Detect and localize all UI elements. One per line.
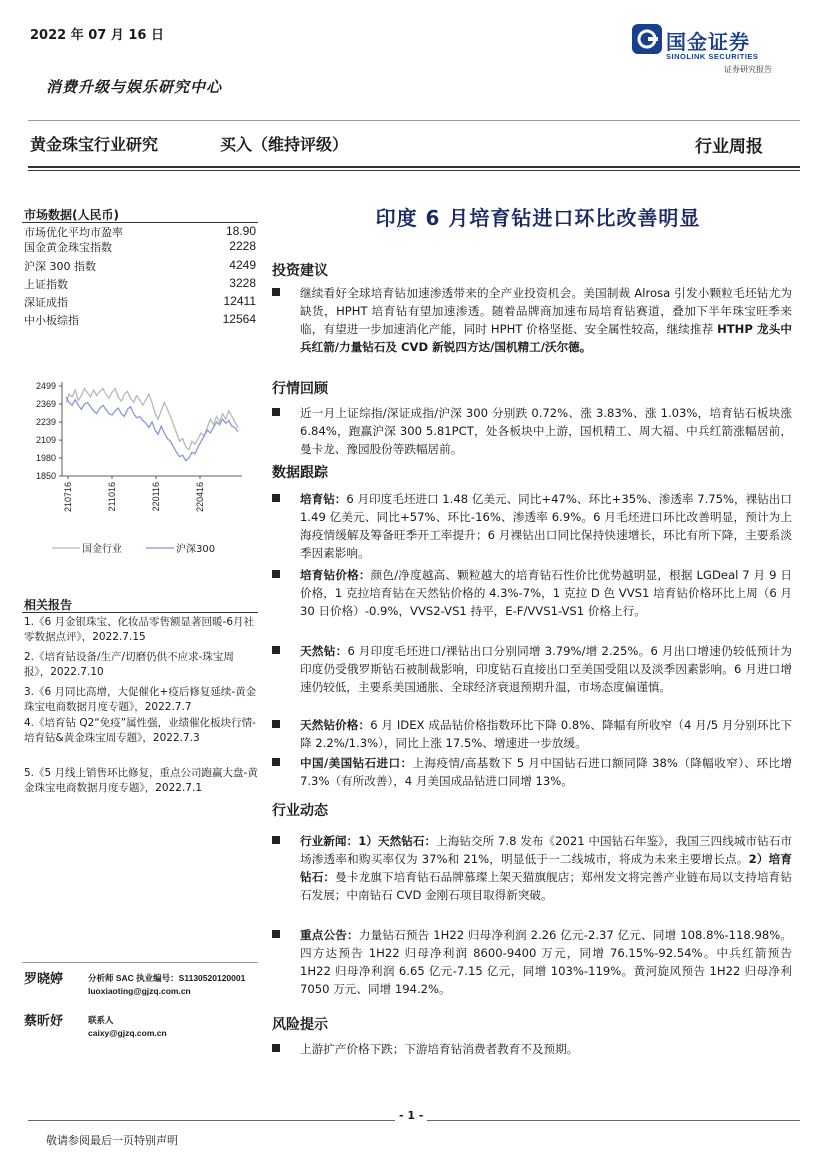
paragraph-key: 培育钻价格： bbox=[300, 568, 371, 582]
x-tick-label: 211016 bbox=[107, 482, 117, 512]
market-row bbox=[24, 239, 256, 255]
section-investment-advice: 投资建议 bbox=[272, 263, 328, 279]
rating-label: 买入（维持评级） bbox=[220, 135, 349, 154]
analyst-email[interactable]: luoxiaoting@gjzq.com.cn bbox=[88, 986, 191, 996]
market-row bbox=[24, 312, 256, 328]
series-line bbox=[66, 397, 238, 461]
analyst-email[interactable]: caixy@gjzq.com.cn bbox=[88, 1028, 167, 1038]
market-data-rule bbox=[22, 222, 258, 223]
market-row-label: 上证指数 bbox=[24, 278, 68, 291]
y-tick-label: 1850 bbox=[35, 471, 56, 481]
paragraph-text: 力量钻石预告 1H22 归母净利润 2.26 亿元-2.37 亿元、同增 108.8%-118.98%。四方达预告 1H22 归母净利润 8600-9400 万元，同增 76.15%-92.54%。中兵红箭预告 1H22 归母净利润 6.65 亿元-7.15 亿元，同增 103%-119%。黄河旋风预告 1H22 归母净利 7050 万元、同增 194.2%。 bbox=[300, 928, 792, 996]
analyst-cert: 分析师 SAC 执业编号：S1130520120001 bbox=[88, 973, 246, 983]
market-row bbox=[24, 224, 256, 240]
paragraph-text: 曼卡龙旗下培育钻石品牌慕璨上架天猫旗舰店；郑州发文将完善产业链布局以支持培育钻石发展；中南钻石 CVD 金刚石项目取得新突破。 bbox=[300, 870, 792, 902]
bullet-paragraph bbox=[272, 832, 792, 904]
paragraph-text: 近一月上证综指/深证成指/沪深 300 分别跌 0.72%、涨 3.83%、涨 1.03%，培育钻石板块涨 6.84%，跑赢沪深 300 5.81PCT，处各板块中上游，国机精工、周大福、中兵红箭涨幅居前，曼卡龙、豫园股份等跌幅居前。 bbox=[300, 406, 792, 456]
x-tick-label: 220116 bbox=[151, 482, 161, 512]
market-row-label: 深证成指 bbox=[24, 296, 68, 309]
bullet-icon bbox=[272, 288, 280, 296]
related-report-item[interactable]: 4.《培育钻 Q2“免疫”属性强，业绩催化板块行情-培育钻&黄金珠宝周专题》，2022.7.3 bbox=[24, 717, 256, 744]
industry-title: 黄金珠宝行业研究 bbox=[30, 135, 159, 154]
bullet-paragraph bbox=[272, 926, 792, 998]
sinolink-logo bbox=[632, 24, 802, 80]
bullet-icon bbox=[272, 408, 280, 416]
paragraph-key: 中国/美国钻石进口： bbox=[300, 756, 413, 770]
analyst-name: 蔡昕妤 bbox=[24, 1014, 64, 1029]
bullet-paragraph bbox=[272, 404, 792, 458]
research-center: 消费升级与娱乐研究中心 bbox=[46, 78, 223, 96]
bullet-paragraph bbox=[272, 716, 792, 752]
related-report-item[interactable]: 5.《5 月线上销售环比修复，重点公司跑赢大盘-黄金珠宝电商数据月度专题》，2022.7.1 bbox=[24, 767, 258, 794]
paragraph-key: 天然钻： bbox=[300, 644, 348, 658]
y-tick-label: 2109 bbox=[35, 435, 56, 446]
paragraph-bold-text: HTHP 龙头中兵红箭/力量钻石及 CVD 新锐四方达/国机精工/沃尔德。 bbox=[300, 322, 792, 354]
section-data-tracking: 数据跟踪 bbox=[272, 465, 328, 481]
paragraph-key: 培育钻： bbox=[300, 492, 347, 506]
legend-label: 沪深300 bbox=[176, 544, 216, 555]
logo-en-text: SINOLINK SECURITIES bbox=[666, 52, 759, 61]
report-date: 2022 年 07 月 16 日 bbox=[30, 28, 164, 43]
header-rule bbox=[28, 120, 800, 121]
analyst-info bbox=[88, 1014, 167, 1040]
market-row bbox=[24, 258, 256, 274]
y-tick-label: 2499 bbox=[35, 381, 56, 391]
market-row-label: 中小板综指 bbox=[24, 314, 79, 327]
bullet-paragraph bbox=[272, 642, 792, 696]
paragraph-key: 重点公告： bbox=[300, 928, 359, 942]
related-report-item[interactable]: 2.《培育钻设备/生产/切磨仍供不应求-珠宝周报》，2022.7.10 bbox=[24, 651, 234, 678]
related-reports-title: 相关报告 bbox=[24, 598, 73, 612]
market-row bbox=[24, 276, 256, 292]
page-number: - 1 - bbox=[395, 1109, 427, 1122]
market-row-value: 12564 bbox=[222, 312, 256, 326]
report-type: 行业周报 bbox=[695, 137, 763, 157]
index-line-chart bbox=[20, 372, 260, 572]
market-row-value: 3228 bbox=[229, 276, 256, 290]
bullet-icon bbox=[272, 494, 280, 502]
paragraph-text: 上海钻交所 7.8 发布《2021 中国钻石年鉴》，我国三四线城市钻石市场渗透率和购买率仅为 37%和 21%，明显低于一二线城市，将成为未来主要增长点。 bbox=[300, 834, 792, 866]
analyst-role: 联系人 bbox=[88, 1015, 114, 1025]
report-title: 印度 6 月培育钻进口环比改善明显 bbox=[375, 206, 701, 230]
y-tick-label: 1980 bbox=[35, 452, 56, 463]
section-risk: 风险提示 bbox=[272, 1017, 328, 1033]
paragraph-text: 6 月印度毛坯进口 1.48 亿美元、同比+47%、环比+35%、渗透率 7.75%，裸钻出口 1.49 亿美元、同比+57%、环比-16%、渗透率 6.9%。6 月毛坯进口环比改善明显，预计为上海疫情缓解及筹备旺季开工率提升；6 月裸钻出口同比保持快速增长，环比有所下降，主要系淡季因素影响。 bbox=[300, 492, 792, 560]
section-market-review: 行情回顾 bbox=[272, 381, 328, 397]
market-data-title: 市场数据(人民币) bbox=[24, 208, 119, 222]
bullet-icon bbox=[272, 1044, 280, 1052]
market-row bbox=[24, 294, 256, 310]
x-tick-label: 210716 bbox=[63, 482, 73, 513]
bullet-icon bbox=[272, 646, 280, 654]
bullet-paragraph bbox=[272, 566, 792, 620]
market-row-label: 沪深 300 指数 bbox=[24, 260, 96, 273]
paragraph-text: 继续看好全球培育钻加速渗透带来的全产业投资机会。美国制裁 Alrosa 引发小颗粒毛坯钻尤为缺货，HPHT 培育钻有望加速渗透。随着品牌商加速布局培育钻赛道，叠加下半年珠宝旺季来临，有望进一步加速消化产能，同时 HPHT 价格坚挺、安全属性较高，继续推荐 bbox=[300, 286, 792, 336]
paragraph-text: 6 月 IDEX 成品钻价格指数环比下降 0.8%、降幅有所收窄（4 月/5 月分别环比下降 2.2%/1.3%），同比上涨 17.5%、增速进一步放缓。 bbox=[300, 718, 792, 750]
header-rule-thin bbox=[28, 170, 800, 171]
bullet-icon bbox=[272, 758, 280, 766]
related-report-item[interactable]: 1.《6 月金银珠宝、化妆品零售额显著回暖-6月社零数据点评》，2022.7.15 bbox=[24, 616, 255, 643]
related-reports-rule bbox=[22, 612, 258, 613]
paragraph-text: 6 月印度毛坯进口/裸钻出口分别同增 3.79%/增 2.25%。6 月出口增速仍较低预计为印度仍受俄罗斯钻石被制裁影响，印度钻石直接出口至美国受阻以及淡季因素影响。6 月进口增速仍较低，主要系美国通胀、全球经济衰退预期升温，市场态度偏谨慎。 bbox=[300, 644, 792, 694]
bullet-paragraph bbox=[272, 1040, 792, 1058]
bullet-icon bbox=[272, 570, 280, 578]
section-industry-news: 行业动态 bbox=[272, 803, 328, 819]
header-rule-thick bbox=[28, 166, 800, 168]
bullet-paragraph bbox=[272, 284, 792, 356]
paragraph-text: 上游扩产价格下跌；下游培育钻消费者教育不及预期。 bbox=[300, 1042, 579, 1056]
logo-cn-text: 国金证券 bbox=[666, 30, 750, 54]
analyst-info bbox=[88, 972, 245, 998]
footer-disclaimer: 敬请参阅最后一页特别声明 bbox=[46, 1134, 178, 1147]
market-row-value: 2228 bbox=[229, 239, 256, 253]
paragraph-key: 2）培育钻石： bbox=[300, 852, 792, 884]
paragraph-text: 颜色/净度越高、颗粒越大的培育钻石性价比优势越明显，根据 LGDeal 7 月 9 日价格，1 克拉培育钻在天然钻价格的 4.3%-7%，1 克拉 D 色 VVS1 培育钻价格环比上周（6 月 30 日价格）-0.9%，VVS2-VS1 持平，E-F/VVS1-VS1 价格上行。 bbox=[300, 568, 792, 618]
market-row-value: 12411 bbox=[223, 294, 256, 308]
bullet-paragraph bbox=[272, 490, 792, 562]
sinolink-logo-icon bbox=[632, 24, 662, 54]
analyst-rule bbox=[22, 962, 258, 963]
related-report-item[interactable]: 3.《6 月同比高增，大促催化+疫后修复延续-黄金珠宝电商数据月度专题》，2022.7.7 bbox=[24, 686, 257, 713]
market-row-label: 国金黄金珠宝指数 bbox=[24, 241, 112, 254]
analyst-name: 罗晓婷 bbox=[24, 972, 64, 987]
bullet-icon bbox=[272, 720, 280, 728]
series-line bbox=[66, 389, 238, 450]
market-row-value: 18.90 bbox=[225, 224, 256, 238]
legend-label: 国金行业 bbox=[82, 544, 122, 555]
paragraph-key: 天然钻价格： bbox=[300, 718, 371, 732]
market-row-value: 4249 bbox=[229, 258, 256, 272]
y-tick-label: 2239 bbox=[35, 417, 56, 428]
bullet-icon bbox=[272, 930, 280, 938]
paragraph-key: 行业新闻：1）天然钻石： bbox=[300, 834, 437, 848]
y-tick-label: 2369 bbox=[35, 399, 56, 410]
bullet-icon bbox=[272, 836, 280, 844]
x-tick-label: 220416 bbox=[195, 482, 205, 513]
bullet-paragraph bbox=[272, 754, 792, 790]
paragraph-text: 上海疫情/高基数下 5 月中国钻石进口额同降 38%（降幅收窄）、环比增 7.3%（有所改善），4 月美国成品钻进口同增 13%。 bbox=[300, 756, 792, 788]
market-row-label: 市场优化平均市盈率 bbox=[24, 226, 123, 239]
logo-subtitle: 证券研究报告 bbox=[724, 65, 772, 74]
